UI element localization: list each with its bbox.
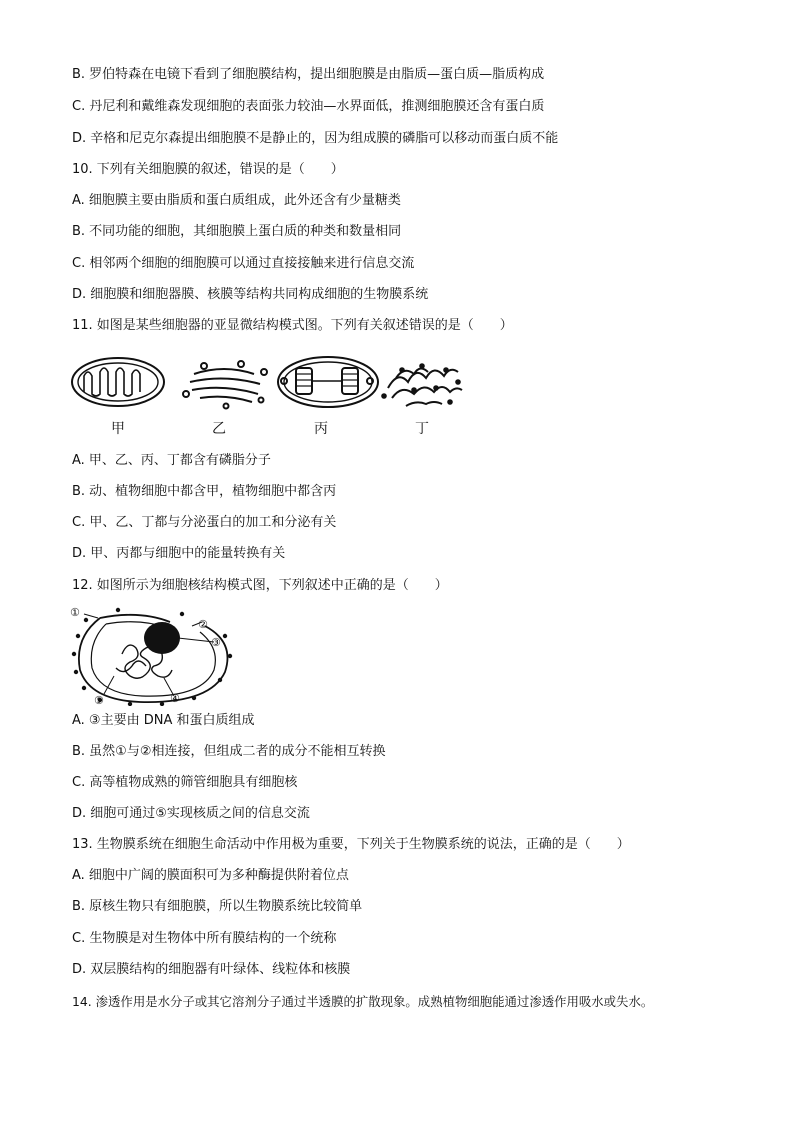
q10-option-c: C. 相邻两个细胞的细胞膜可以通过直接接触来进行信息交流 [72,256,415,271]
q10-option-d: D. 细胞膜和细胞器膜、核膜等结构共同构成细胞的生物膜系统 [72,287,429,302]
golgi-diagram [183,361,267,409]
q10-option-b: B. 不同功能的细胞，其细胞膜上蛋白质的种类和数量相同 [72,224,402,239]
marker-2: ② [198,618,208,631]
q9-option-b: B. 罗伯特森在电镜下看到了细胞膜结构，提出细胞膜是由脂质—蛋白质—脂质构成 [72,67,545,82]
q11-stem: 11. 如图是某些细胞器的亚显微结构模式图。下列有关叙述错误的是（ ） [72,318,513,333]
q13-option-c: C. 生物膜是对生物体中所有膜结构的一个统称 [72,931,337,946]
organelle-figure [66,352,466,412]
marker-5: ⑤ [94,694,104,707]
marker-4: ④ [170,692,180,705]
label-bing: 丙 [314,421,328,437]
label-ding: 丁 [415,421,429,437]
q14-stem: 14. 渗透作用是水分子或其它溶剂分子通过半透膜的扩散现象。成熟植物细胞能通过渗透作用吸水或失水。 [72,994,654,1009]
q11-option-d: D. 甲、丙都与细胞中的能量转换有关 [72,546,286,561]
nucleus-figure [70,606,240,706]
q11-option-b: B. 动、植物细胞中都含甲，植物细胞中都含丙 [72,484,337,499]
q10-stem: 10. 下列有关细胞膜的叙述，错误的是（ ） [72,162,344,177]
q9-option-d: D. 辛格和尼克尔森提出细胞膜不是静止的，因为组成膜的磷脂可以移动而蛋白质不能 [72,131,559,146]
chloroplast-diagram [278,357,378,407]
marker-1: ① [70,606,80,619]
q13-option-b: B. 原核生物只有细胞膜，所以生物膜系统比较简单 [72,899,363,914]
mitochondrion-diagram [72,358,164,406]
nucleolus [144,622,180,654]
q9-option-c: C. 丹尼利和戴维森发现细胞的表面张力较油—水界面低，推测细胞膜还含有蛋白质 [72,99,545,114]
q13-option-d: D. 双层膜结构的细胞器有叶绿体、线粒体和核膜 [72,962,351,977]
q12-option-a: A. ③主要由 DNA 和蛋白质组成 [72,713,255,728]
label-jia: 甲 [111,421,125,437]
q12-option-c: C. 高等植物成熟的筛管细胞具有细胞核 [72,775,298,790]
q10-option-a: A. 细胞膜主要由脂质和蛋白质组成，此外还含有少量糖类 [72,193,401,208]
q12-option-d: D. 细胞可通过⑤实现核质之间的信息交流 [72,806,310,821]
q11-option-c: C. 甲、乙、丁都与分泌蛋白的加工和分泌有关 [72,515,337,530]
label-yi: 乙 [212,421,226,437]
q13-option-a: A. 细胞中广阔的膜面积可为多种酶提供附着位点 [72,868,349,883]
q11-option-a: A. 甲、乙、丙、丁都含有磷脂分子 [72,453,271,468]
q12-option-b: B. 虽然①与②相连接，但组成二者的成分不能相互转换 [72,744,386,759]
marker-3: ③ [211,636,221,649]
q12-stem: 12. 如图所示为细胞核结构模式图，下列叙述中正确的是（ ） [72,578,448,593]
q13-stem: 13. 生物膜系统在细胞生命活动中作用极为重要，下列关于生物膜系统的说法，正确的是（ ） [72,837,630,852]
endoplasmic-reticulum-diagram [382,364,462,406]
